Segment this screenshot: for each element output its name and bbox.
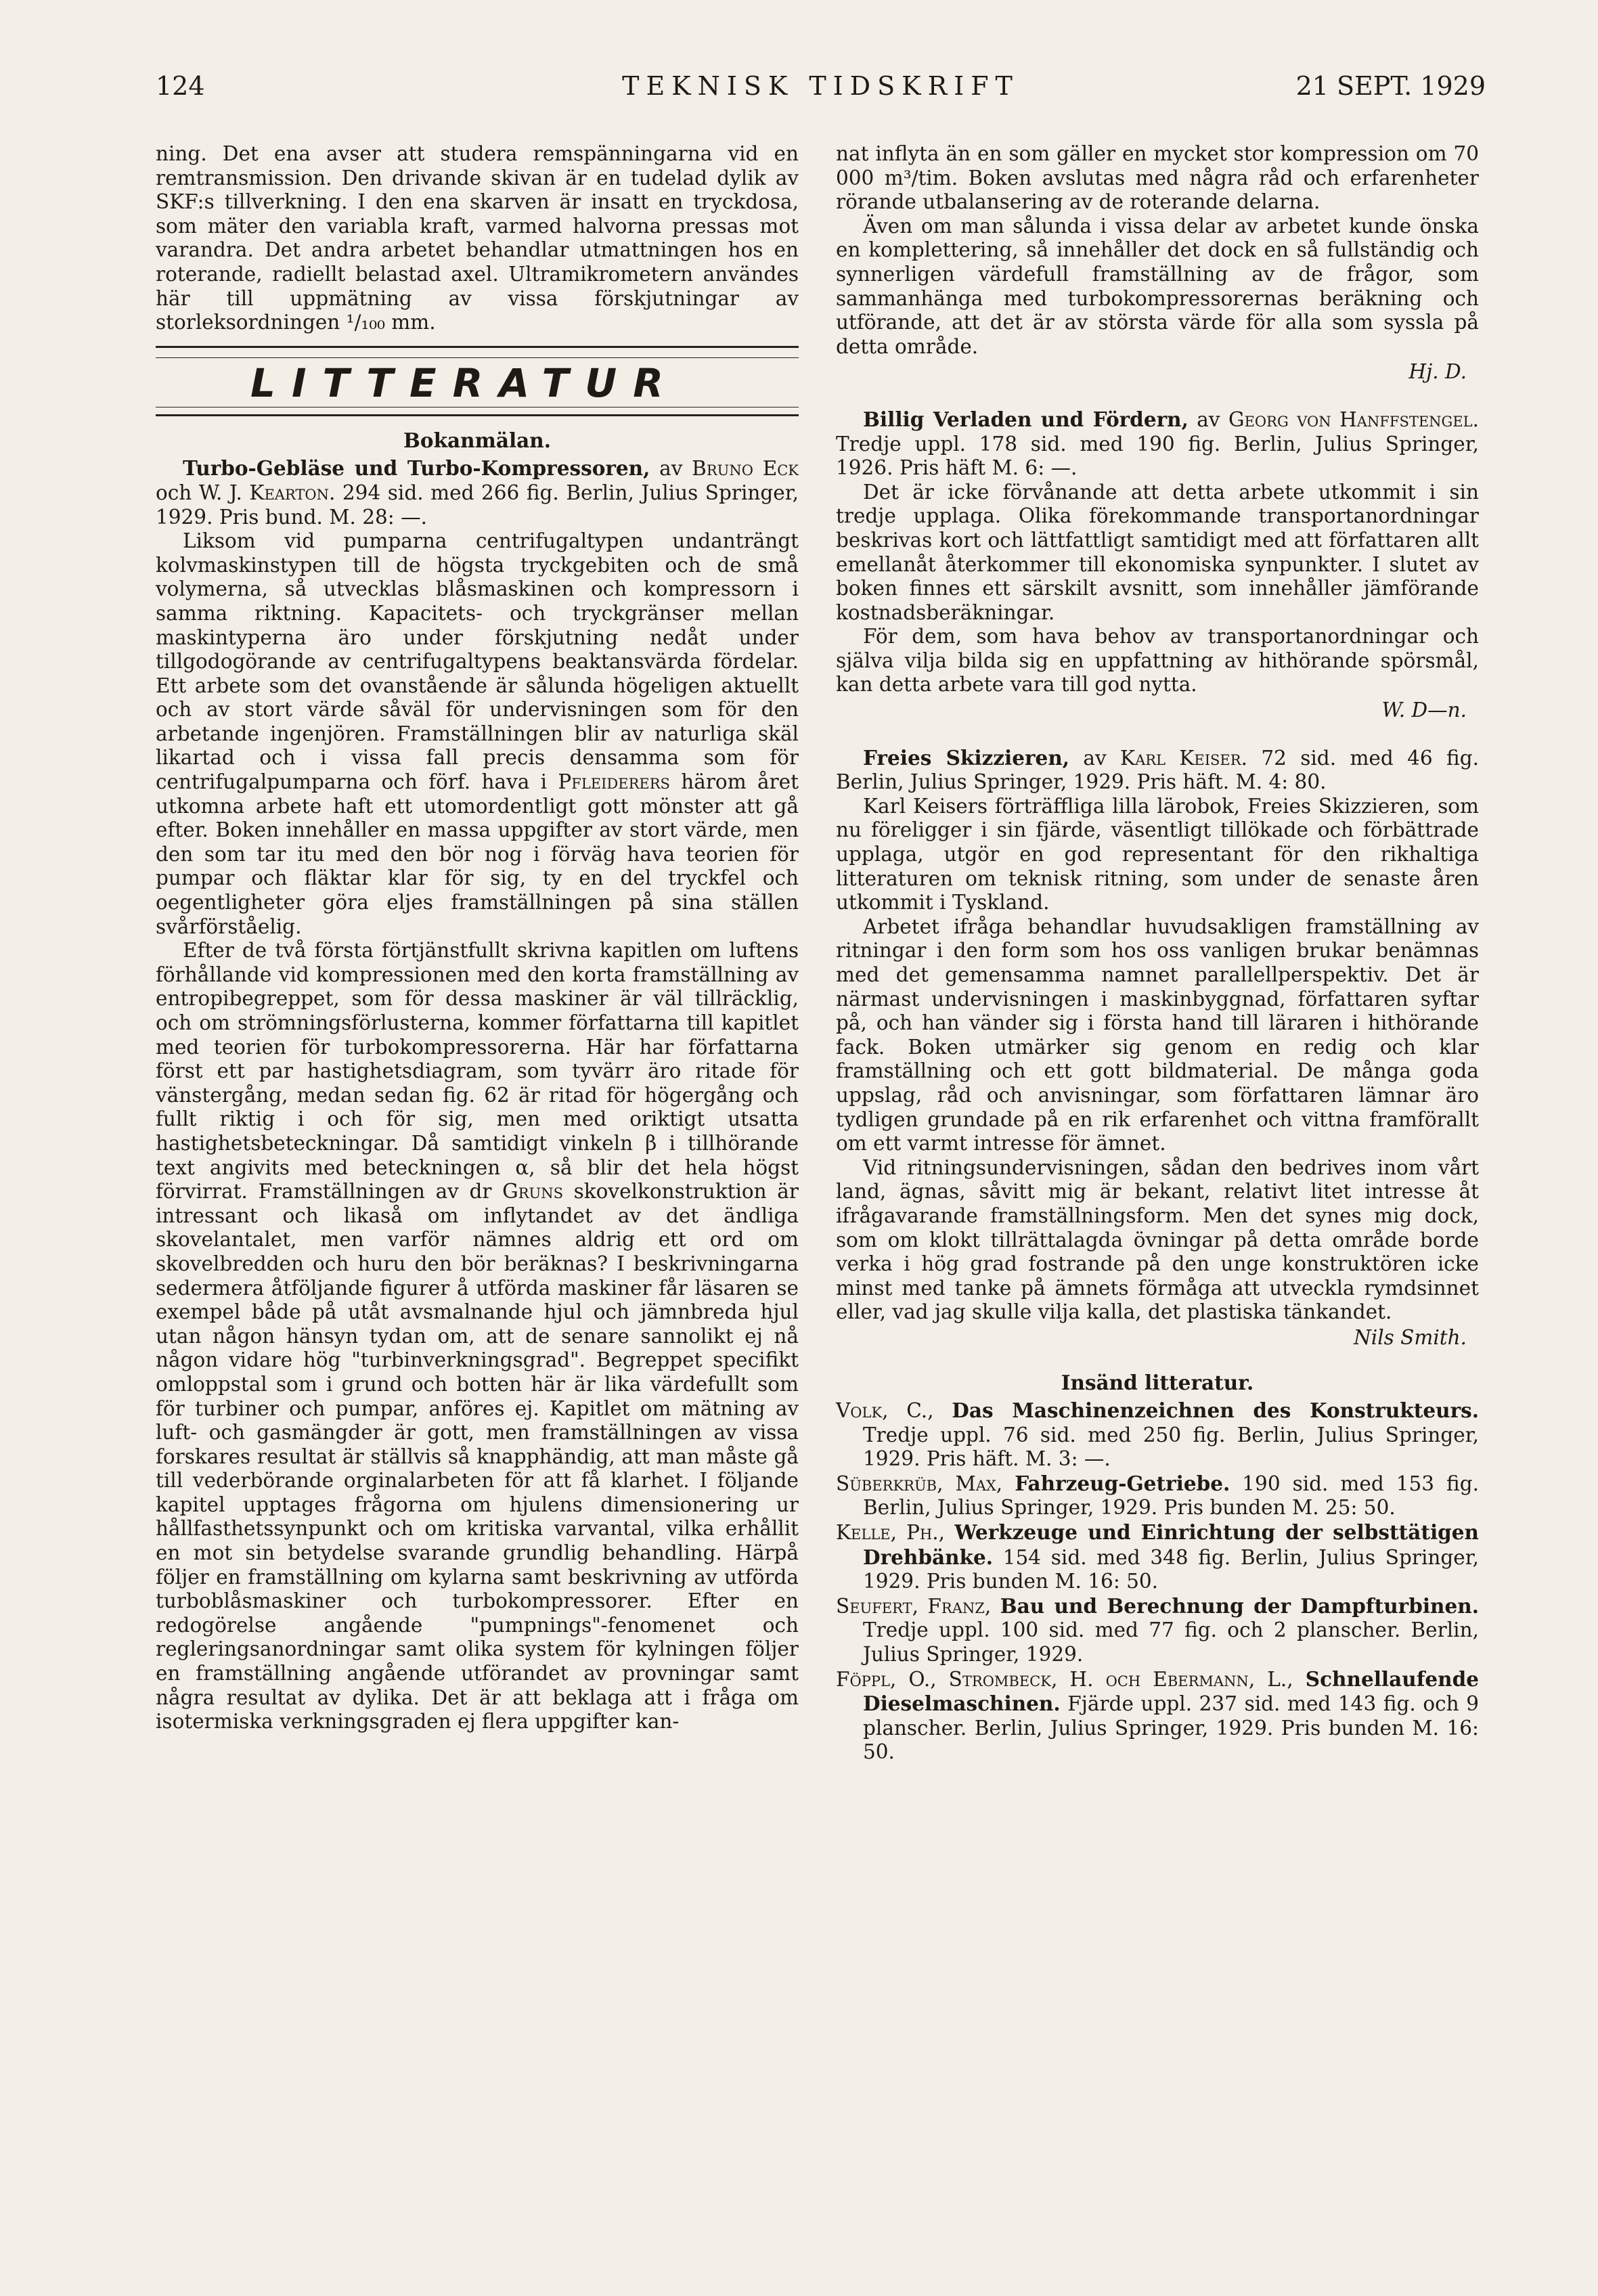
received-literature-title: Insänd litteratur. bbox=[1061, 1370, 1254, 1394]
intro-paragraph: ning. Det ena avser att studera remspänningarna vid en remtransmission. Den drivande skivan är en tudelad dylik av SKF:s tillverkning. I den ena skarven är insatt en tryckdosa, som mäter den variabla kraft, varmed halvorna pressas mot varandra. Det andra arbetet behandlar utmattningen hos en roterande, radiellt belastad axel. Ultramikrometern användes här till uppmätning av vissa förskjutningar av storleksordningen ¹/₁₀₀ mm. bbox=[156, 142, 799, 334]
section-banner: LITTERATUR bbox=[250, 359, 680, 406]
review-1-p1-name: Pfleiderers bbox=[558, 770, 670, 794]
review-2-author: Georg von Hanffstengel. bbox=[1228, 407, 1479, 431]
review-1-title: Turbo-Gebläse und Turbo-Kompressoren, bbox=[183, 456, 650, 481]
list-item-details: 154 sid. med 348 fig. Berlin, Julius Springer, 1929. Pris bunden M. 16: 50. bbox=[863, 1545, 1479, 1593]
list-item-details: Fjärde uppl. 237 sid. med 143 fig. och 9 planscher. Berlin, Julius Springer, 1929. Pris bunden M. 16: 50. bbox=[863, 1692, 1479, 1764]
review-1-continuation: nat inflyta än en som gäller en mycket stor kompression om 70 000 m³/tim. Boken avslutas med några råd och erfarenheter rörande utbalansering av de roterande delarna. bbox=[836, 142, 1479, 214]
review-1-details: 294 sid. med 266 fig. Berlin, Julius Springer, 1929. Pris bund. M. 28: —. bbox=[156, 481, 799, 529]
review-2-heading bbox=[836, 407, 1479, 481]
review-1-signature: Hj. D. bbox=[1408, 360, 1467, 384]
review-3-paragraph-3: Vid ritningsundervisningen, sådan den bedrives inom vårt land, ägnas, såvitt mig är bekant, relativt litet intresse åt ifrågavarande framställningsform. Men det synes mig dock, som om klokt tillrättalagda övningar på detta område borde verka i hög grad fostrande på den unge konstruktören icke minst med tanke på ämnets förmåga att utveckla rymdsinnet eller, vad jag skulle vilja kalla, det plastiska tänkandet. bbox=[836, 1155, 1479, 1324]
list-item-details: Tredje uppl. 76 sid. med 250 fig. Berlin, Julius Springer, 1929. Pris häft. M. 3: —. bbox=[863, 1423, 1479, 1471]
review-3-av: av bbox=[1069, 746, 1121, 770]
list-item bbox=[836, 1594, 1479, 1667]
banner-rule-top bbox=[156, 346, 799, 358]
review-1-p2-text-a: Efter de två första förtjänstfullt skrivna kapitlen om luftens förhållande vid kompressionen med den korta framställning av entropibegreppet, som för dessa maskiner är väl tillräcklig, och om strömningsförlusterna, kommer författarna till kapitlet med teorien för turbokompressorerna. Här har författarna först ett par hastighetsdiagram, som tyvärr äro ritade för vänstergång, medan sedan fig. 62 är ritad för högergång och fullt riktig i och för sig, men med oriktigt utsatta hastighetsbeteckningar. Då samtidigt vinkeln β i tillhörande text angivits med beteckningen α, så blir det hela högst förvirrat. Framställningen av dr bbox=[156, 939, 799, 1204]
list-item-details: Tredje uppl. 100 sid. med 77 fig. och 2 planscher. Berlin, Julius Springer, 1929. bbox=[863, 1618, 1479, 1666]
review-3-signature: Nils Smith. bbox=[1353, 1325, 1467, 1349]
list-item-details: 190 sid. med 153 fig. Berlin, Julius Springer, 1929. Pris bunden M. 25: 50. bbox=[863, 1472, 1479, 1520]
right-column bbox=[836, 142, 1479, 1765]
review-1-p1-text-a: Liksom vid pumparna centrifugaltypen undanträngt kolvmaskinstypen till de högsta tryckgebiten och de små volymerna, så utvecklas blåsmaskinen och kompressorn i samma riktning. Kapacitets- och tryckgränser mellan maskintyperna äro under förskjutning nedåt under tillgodogörande av centrifugaltypens beaktansvärda fördelar. Ett arbete som det ovanstående är sålunda högeligen aktuellt och av stort värde såväl för undervisningen som för den arbetande ingenjören. Framställningen blir av naturliga skäl likartad och i vissa fall precis densamma som för centrifugalpumparna och förf. hava i bbox=[156, 529, 799, 794]
review-2-paragraph-2: För dem, som hava behov av transportanordningar och själva vilja bilda sig en uppfattning av hithörande spörsmål, kan detta arbete vara till god nytta. bbox=[836, 625, 1479, 697]
received-literature-list bbox=[836, 1398, 1479, 1765]
review-2-title: Billig Verladen und Fördern, bbox=[863, 407, 1189, 431]
list-item-title: Schnellaufende Dieselmaschinen. bbox=[863, 1666, 1479, 1716]
list-item-title: Das Maschinenzeichnen des Konstrukteurs. bbox=[952, 1398, 1479, 1423]
review-1-paragraph-1 bbox=[156, 529, 799, 939]
review-1-och: och bbox=[156, 481, 199, 504]
running-header bbox=[156, 71, 1486, 112]
list-item-author: Volk, C., bbox=[836, 1399, 934, 1423]
spacer bbox=[836, 723, 1479, 746]
list-item-title: Werkzeuge und Einrichtung der selbsttätigen Drehbänke. bbox=[863, 1520, 1479, 1569]
issue-date: 21 SEPT. 1929 bbox=[1295, 71, 1486, 101]
review-1-author-2-initials: W. J. bbox=[198, 481, 250, 504]
list-item bbox=[836, 1667, 1479, 1765]
spacer bbox=[836, 384, 1479, 407]
banner-rule-bottom bbox=[156, 407, 799, 416]
review-1-author-1: Bruno Eck bbox=[692, 457, 799, 481]
list-item bbox=[836, 1398, 1479, 1472]
review-2-signature: W. D—n. bbox=[1381, 699, 1467, 722]
review-3-details: 72 sid. med 46 fig. Berlin, Julius Springer, 1929. Pris häft. M. 4: 80. bbox=[836, 746, 1479, 794]
review-1-av: av bbox=[650, 457, 692, 481]
review-1-heading bbox=[156, 456, 799, 529]
review-2-av: av bbox=[1188, 407, 1229, 431]
review-1-p2-text-b: skovelkonstruktion är intressant och likaså om inflytandet av det ändliga skovelantalet, men varför nämnes aldrig ett ord om skovelbredden och huru den bör beräknas? I beskrivningarna sedermera åtföljande figurer å utförda maskiner får läsaren se exempel både på utåt avsmalnande hjul och jämnbreda hjul utan någon hänsyn tydan om, att de senare sannolikt ej nå någon vidare hög "turbinverkningsgrad". Begreppet specifikt omloppstal som i grund och botten här är lika värdefullt som för turbiner och pumpar, anföres ej. Kapitlet om mätning av luft- och gasmängder är gott, men framställningen av vissa forskares resultat är ställvis så knapphändig, att man måste gå till vederbörande orginalarbeten för att få klarhet. I följande kapitel upptages frågorna om hjulens dimensionering ur hållfasthetssynpunkt och om kritiska varvantal, vilka erhållit en mot sin betydelse svarande grundlig behandling. Härpå följer en framställning om kylarna samt beskrivning av utförda turboblåsmaskiner och turbokompressorer. Efter en redogörelse angående "pumpnings"-fenomenet och regleringsanordningar samt olika system för kylningen följer en framställning angående utförandet av provningar samt några resultat av dylika. Det är att beklaga att i fråga om isotermiska verkningsgraden ej flera uppgifter kan- bbox=[156, 1180, 799, 1734]
list-item-title: Bau und Berechnung der Dampfturbinen. bbox=[1000, 1593, 1479, 1618]
list-item-author: Föppl, O., Strombeck, H. och Ebermann, L., bbox=[836, 1667, 1293, 1691]
page-number: 124 bbox=[156, 71, 205, 101]
review-3-paragraph-2: Arbetet ifråga behandlar huvudsakligen framställning av ritningar i den form som hos oss vanligen brukar benämnas med det gemensamma namnet parallellperspektiv. Det är närmast undervisningen i maskinbyggnad, författaren syftar på, och han vänder sig i första hand till läraren i hithörande fack. Boken utmärker sig genom en redig och klar framställning och ett gott bildmaterial. De många goda uppslag, råd och anvisningar, som författaren lämnar äro tydligen grundade på en rik erfarenhet och vittna framförallt om ett varmt intresse för ämnet. bbox=[836, 914, 1479, 1155]
list-item-author: Kelle, Ph., bbox=[836, 1521, 946, 1545]
left-column bbox=[156, 142, 799, 1734]
review-2-paragraph-1: Det är icke förvånande att detta arbete utkommit i sin tredje upplaga. Olika förekommande transportanordningar beskrivas kort och lättfattligt samtidigt med att författaren allt emellanåt återkommer till ekonomiska synpunkter. I slutet av boken finnes ett särskilt avsnitt, som innehåller jämförande kostnadsberäkningar. bbox=[836, 480, 1479, 624]
section-title: Bokanmälan. bbox=[403, 428, 551, 452]
review-1-p2-name: Gruns bbox=[502, 1180, 563, 1204]
list-item-title: Fahrzeug-Getriebe. bbox=[1015, 1471, 1230, 1495]
journal-title: TEKNISK TIDSKRIFT bbox=[622, 71, 1019, 101]
review-3-author: Karl Keiser. bbox=[1120, 746, 1247, 770]
review-1-paragraph-3: Även om man sålunda i vissa delar av arbetet kunde önska en komplettering, så innehåller det dock en så fullständig och synnerligen värdefull framställning av de frågor, som sammanhänga med turbokompressorernas beräkning och utförande, att det är av största värde för alla som syssla på detta område. bbox=[836, 214, 1479, 358]
list-item bbox=[836, 1472, 1479, 1520]
review-1-author-2: Kearton. bbox=[249, 481, 336, 504]
review-1-paragraph-2 bbox=[156, 939, 799, 1734]
review-1-p1-text-b: härom året utkomna arbete haft ett utomordentligt gott mönster att gå efter. Boken innehåller en massa uppgifter av stort värde, men den som tar itu med den bör nog i förväg hava teorien för pumpar och fläktar klar för sig, ty en del tryckfel och oegentligheter göra eljes framställningen på sina ställen svårförståelig. bbox=[156, 770, 799, 938]
list-item-author: Seufert, Franz, bbox=[836, 1594, 992, 1618]
list-item bbox=[836, 1520, 1479, 1594]
review-3-title: Freies Skizzieren, bbox=[863, 745, 1070, 770]
review-2-details: Tredje uppl. 178 sid. med 190 fig. Berlin, Julius Springer, 1926. Pris häft M. 6: —. bbox=[836, 432, 1479, 480]
review-3-paragraph-1: Karl Keisers förträffliga lilla lärobok, Freies Skizzieren, som nu föreligger i sin fjärde, väsentligt tillökade och förbättrade upplaga, utgör en god representant för den rikhaltiga litteraturen om teknisk ritning, som under de senaste åren utkommit i Tyskland. bbox=[836, 794, 1479, 914]
review-3-heading bbox=[836, 746, 1479, 795]
list-item-author: Süberkrüb, Max, bbox=[836, 1472, 1003, 1495]
